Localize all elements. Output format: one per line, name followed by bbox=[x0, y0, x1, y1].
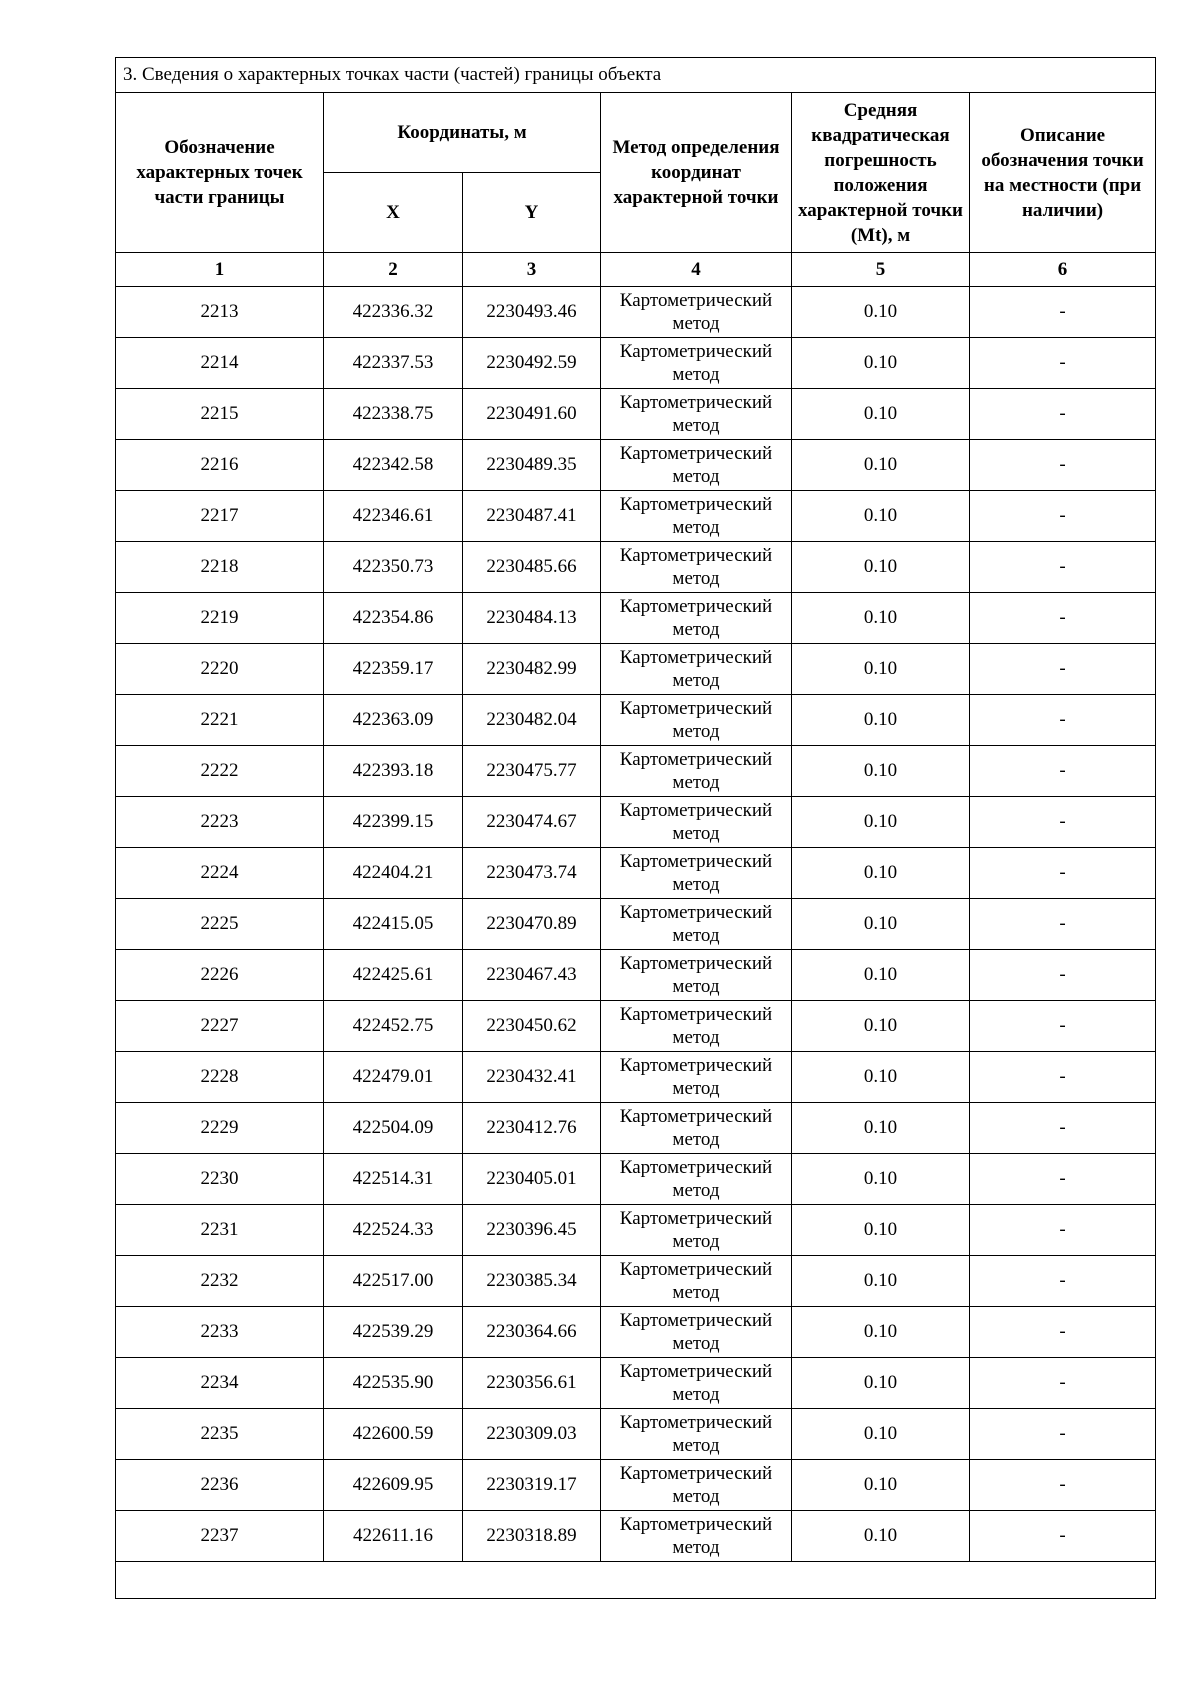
determination-method bbox=[601, 1409, 792, 1460]
coordinate-x: 422524.33 bbox=[324, 1205, 463, 1256]
header-x: X bbox=[324, 173, 463, 253]
point-designation: 2227 bbox=[116, 1001, 324, 1052]
method-line-1: Картометрический bbox=[619, 1055, 773, 1076]
coordinate-x: 422363.09 bbox=[324, 695, 463, 746]
point-description: - bbox=[970, 797, 1156, 848]
point-description: - bbox=[970, 491, 1156, 542]
coordinate-y: 2230450.62 bbox=[463, 1001, 601, 1052]
coordinate-x: 422514.31 bbox=[324, 1154, 463, 1205]
table-row bbox=[116, 644, 1156, 695]
point-designation: 2217 bbox=[116, 491, 324, 542]
method-line-1: Картометрический bbox=[619, 1157, 773, 1178]
table-row bbox=[116, 746, 1156, 797]
point-description: - bbox=[970, 1103, 1156, 1154]
point-description: - bbox=[970, 1460, 1156, 1511]
determination-method bbox=[601, 542, 792, 593]
mean-square-error: 0.10 bbox=[792, 1460, 970, 1511]
point-description: - bbox=[970, 1052, 1156, 1103]
method-line-1: Картометрический bbox=[619, 1463, 773, 1484]
point-designation: 2228 bbox=[116, 1052, 324, 1103]
method-line-2: метод bbox=[672, 1537, 720, 1558]
coordinate-x: 422452.75 bbox=[324, 1001, 463, 1052]
method-line-1: Картометрический bbox=[619, 1310, 773, 1331]
method-line-1: Картометрический bbox=[619, 545, 773, 566]
point-description: - bbox=[970, 389, 1156, 440]
determination-method bbox=[601, 1460, 792, 1511]
point-designation: 2233 bbox=[116, 1307, 324, 1358]
table-row bbox=[116, 797, 1156, 848]
determination-method bbox=[601, 287, 792, 338]
point-description: - bbox=[970, 338, 1156, 389]
mean-square-error: 0.10 bbox=[792, 1307, 970, 1358]
determination-method bbox=[601, 1307, 792, 1358]
determination-method bbox=[601, 848, 792, 899]
header-description: Описание обозначения точки на местности (при наличии) bbox=[970, 93, 1156, 253]
table-row bbox=[116, 338, 1156, 389]
method-line-1: Картометрический bbox=[619, 647, 773, 668]
mean-square-error: 0.10 bbox=[792, 491, 970, 542]
table-row bbox=[116, 899, 1156, 950]
point-designation: 2213 bbox=[116, 287, 324, 338]
point-designation: 2229 bbox=[116, 1103, 324, 1154]
point-designation: 2231 bbox=[116, 1205, 324, 1256]
mean-square-error: 0.10 bbox=[792, 1001, 970, 1052]
point-designation: 2230 bbox=[116, 1154, 324, 1205]
column-numbers-row bbox=[116, 253, 1156, 287]
method-line-1: Картометрический bbox=[619, 596, 773, 617]
mean-square-error: 0.10 bbox=[792, 440, 970, 491]
table-row bbox=[116, 1256, 1156, 1307]
point-designation: 2234 bbox=[116, 1358, 324, 1409]
determination-method bbox=[601, 797, 792, 848]
determination-method bbox=[601, 1256, 792, 1307]
coordinate-y: 2230489.35 bbox=[463, 440, 601, 491]
coordinate-y: 2230432.41 bbox=[463, 1052, 601, 1103]
column-number: 2 bbox=[324, 253, 463, 287]
table-row bbox=[116, 1307, 1156, 1358]
point-description: - bbox=[970, 848, 1156, 899]
table-row bbox=[116, 542, 1156, 593]
coordinate-y: 2230467.43 bbox=[463, 950, 601, 1001]
determination-method bbox=[601, 440, 792, 491]
column-number: 3 bbox=[463, 253, 601, 287]
mean-square-error: 0.10 bbox=[792, 797, 970, 848]
coordinate-y: 2230482.04 bbox=[463, 695, 601, 746]
coordinate-y: 2230493.46 bbox=[463, 287, 601, 338]
column-number: 4 bbox=[601, 253, 792, 287]
method-line-2: метод bbox=[672, 415, 720, 436]
method-line-1: Картометрический bbox=[619, 1361, 773, 1382]
point-description: - bbox=[970, 950, 1156, 1001]
determination-method bbox=[601, 491, 792, 542]
point-description: - bbox=[970, 644, 1156, 695]
point-description: - bbox=[970, 1154, 1156, 1205]
point-designation: 2237 bbox=[116, 1511, 324, 1562]
point-designation: 2220 bbox=[116, 644, 324, 695]
determination-method bbox=[601, 1205, 792, 1256]
point-description: - bbox=[970, 542, 1156, 593]
coordinate-x: 422336.32 bbox=[324, 287, 463, 338]
column-number: 1 bbox=[116, 253, 324, 287]
coordinate-x: 422393.18 bbox=[324, 746, 463, 797]
method-line-1: Картометрический bbox=[619, 290, 773, 311]
point-description: - bbox=[970, 1511, 1156, 1562]
method-line-2: метод bbox=[672, 1486, 720, 1507]
header-error: Средняя квадратическая погрешность положения характерной точки (Mt), м bbox=[792, 93, 970, 253]
coordinate-x: 422350.73 bbox=[324, 542, 463, 593]
coordinate-y: 2230473.74 bbox=[463, 848, 601, 899]
method-line-2: метод bbox=[672, 1435, 720, 1456]
coordinate-y: 2230492.59 bbox=[463, 338, 601, 389]
table-row bbox=[116, 1358, 1156, 1409]
method-line-2: метод bbox=[672, 466, 720, 487]
mean-square-error: 0.10 bbox=[792, 1409, 970, 1460]
point-description: - bbox=[970, 899, 1156, 950]
table-row bbox=[116, 287, 1156, 338]
mean-square-error: 0.10 bbox=[792, 746, 970, 797]
point-description: - bbox=[970, 746, 1156, 797]
table-row bbox=[116, 593, 1156, 644]
mean-square-error: 0.10 bbox=[792, 1511, 970, 1562]
boundary-points-table bbox=[115, 57, 1156, 1599]
point-designation: 2232 bbox=[116, 1256, 324, 1307]
method-line-2: метод bbox=[672, 1078, 720, 1099]
method-line-2: метод bbox=[672, 364, 720, 385]
method-line-1: Картометрический bbox=[619, 698, 773, 719]
column-number: 6 bbox=[970, 253, 1156, 287]
determination-method bbox=[601, 1358, 792, 1409]
method-line-1: Картометрический bbox=[619, 902, 773, 923]
determination-method bbox=[601, 593, 792, 644]
mean-square-error: 0.10 bbox=[792, 593, 970, 644]
coordinate-y: 2230470.89 bbox=[463, 899, 601, 950]
mean-square-error: 0.10 bbox=[792, 338, 970, 389]
method-line-1: Картометрический bbox=[619, 1106, 773, 1127]
determination-method bbox=[601, 1052, 792, 1103]
header-coordinates: Координаты, м bbox=[324, 93, 601, 173]
method-line-2: метод bbox=[672, 619, 720, 640]
coordinate-x: 422609.95 bbox=[324, 1460, 463, 1511]
determination-method bbox=[601, 1001, 792, 1052]
method-line-2: метод bbox=[672, 721, 720, 742]
table-row bbox=[116, 1103, 1156, 1154]
point-description: - bbox=[970, 1307, 1156, 1358]
method-line-2: метод bbox=[672, 1129, 720, 1150]
table-body bbox=[116, 287, 1156, 1562]
mean-square-error: 0.10 bbox=[792, 1256, 970, 1307]
mean-square-error: 0.10 bbox=[792, 899, 970, 950]
method-line-2: метод bbox=[672, 925, 720, 946]
point-designation: 2236 bbox=[116, 1460, 324, 1511]
coordinate-y: 2230318.89 bbox=[463, 1511, 601, 1562]
mean-square-error: 0.10 bbox=[792, 1103, 970, 1154]
point-description: - bbox=[970, 1256, 1156, 1307]
method-line-1: Картометрический bbox=[619, 953, 773, 974]
coordinate-x: 422611.16 bbox=[324, 1511, 463, 1562]
coordinate-x: 422404.21 bbox=[324, 848, 463, 899]
coordinate-x: 422539.29 bbox=[324, 1307, 463, 1358]
coordinate-x: 422399.15 bbox=[324, 797, 463, 848]
determination-method bbox=[601, 644, 792, 695]
coordinate-y: 2230396.45 bbox=[463, 1205, 601, 1256]
mean-square-error: 0.10 bbox=[792, 1154, 970, 1205]
determination-method bbox=[601, 389, 792, 440]
method-line-1: Картометрический bbox=[619, 1514, 773, 1535]
mean-square-error: 0.10 bbox=[792, 1358, 970, 1409]
method-line-1: Картометрический bbox=[619, 1259, 773, 1280]
determination-method bbox=[601, 950, 792, 1001]
coordinate-x: 422338.75 bbox=[324, 389, 463, 440]
mean-square-error: 0.10 bbox=[792, 287, 970, 338]
method-line-1: Картометрический bbox=[619, 749, 773, 770]
coordinate-y: 2230364.66 bbox=[463, 1307, 601, 1358]
point-description: - bbox=[970, 1205, 1156, 1256]
mean-square-error: 0.10 bbox=[792, 848, 970, 899]
point-description: - bbox=[970, 1358, 1156, 1409]
method-line-1: Картометрический bbox=[619, 1208, 773, 1229]
point-description: - bbox=[970, 695, 1156, 746]
point-designation: 2219 bbox=[116, 593, 324, 644]
table-row bbox=[116, 1205, 1156, 1256]
method-line-1: Картометрический bbox=[619, 1412, 773, 1433]
mean-square-error: 0.10 bbox=[792, 542, 970, 593]
determination-method bbox=[601, 746, 792, 797]
coordinate-y: 2230385.34 bbox=[463, 1256, 601, 1307]
table-row bbox=[116, 1460, 1156, 1511]
coordinate-x: 422600.59 bbox=[324, 1409, 463, 1460]
table-row bbox=[116, 695, 1156, 746]
coordinate-y: 2230485.66 bbox=[463, 542, 601, 593]
empty-cell bbox=[116, 1562, 1156, 1599]
method-line-2: метод bbox=[672, 568, 720, 589]
section-title: 3. Сведения о характерных точках части (частей) границы объекта bbox=[116, 58, 1156, 93]
mean-square-error: 0.10 bbox=[792, 644, 970, 695]
point-description: - bbox=[970, 440, 1156, 491]
coordinate-y: 2230474.67 bbox=[463, 797, 601, 848]
method-line-2: метод bbox=[672, 1231, 720, 1252]
coordinate-x: 422517.00 bbox=[324, 1256, 463, 1307]
coordinate-x: 422359.17 bbox=[324, 644, 463, 695]
method-line-1: Картометрический bbox=[619, 392, 773, 413]
table-row bbox=[116, 440, 1156, 491]
coordinate-x: 422415.05 bbox=[324, 899, 463, 950]
point-designation: 2235 bbox=[116, 1409, 324, 1460]
coordinate-x: 422425.61 bbox=[324, 950, 463, 1001]
point-designation: 2218 bbox=[116, 542, 324, 593]
method-line-1: Картометрический bbox=[619, 1004, 773, 1025]
method-line-2: метод bbox=[672, 772, 720, 793]
table-row bbox=[116, 848, 1156, 899]
point-designation: 2214 bbox=[116, 338, 324, 389]
table-row bbox=[116, 389, 1156, 440]
method-line-2: метод bbox=[672, 976, 720, 997]
point-designation: 2222 bbox=[116, 746, 324, 797]
method-line-2: метод bbox=[672, 670, 720, 691]
column-number: 5 bbox=[792, 253, 970, 287]
coordinate-x: 422342.58 bbox=[324, 440, 463, 491]
method-line-1: Картометрический bbox=[619, 341, 773, 362]
empty-footer-row bbox=[116, 1562, 1156, 1599]
method-line-2: метод bbox=[672, 1282, 720, 1303]
coordinate-y: 2230405.01 bbox=[463, 1154, 601, 1205]
coordinate-x: 422346.61 bbox=[324, 491, 463, 542]
determination-method bbox=[601, 338, 792, 389]
point-designation: 2224 bbox=[116, 848, 324, 899]
point-designation: 2226 bbox=[116, 950, 324, 1001]
method-line-1: Картометрический bbox=[619, 851, 773, 872]
coordinate-x: 422479.01 bbox=[324, 1052, 463, 1103]
table-row bbox=[116, 491, 1156, 542]
coordinate-y: 2230484.13 bbox=[463, 593, 601, 644]
table-row bbox=[116, 950, 1156, 1001]
point-designation: 2225 bbox=[116, 899, 324, 950]
point-description: - bbox=[970, 1001, 1156, 1052]
coordinate-x: 422504.09 bbox=[324, 1103, 463, 1154]
coordinate-y: 2230491.60 bbox=[463, 389, 601, 440]
header-designation: Обозначение характерных точек части границы bbox=[116, 93, 324, 253]
coordinate-y: 2230356.61 bbox=[463, 1358, 601, 1409]
coordinate-y: 2230319.17 bbox=[463, 1460, 601, 1511]
method-line-2: метод bbox=[672, 1027, 720, 1048]
point-designation: 2215 bbox=[116, 389, 324, 440]
method-line-1: Картометрический bbox=[619, 800, 773, 821]
mean-square-error: 0.10 bbox=[792, 1205, 970, 1256]
point-description: - bbox=[970, 287, 1156, 338]
method-line-2: метод bbox=[672, 1333, 720, 1354]
table-row bbox=[116, 1052, 1156, 1103]
point-designation: 2216 bbox=[116, 440, 324, 491]
header-method: Метод определения координат характерной точки bbox=[601, 93, 792, 253]
coordinate-y: 2230309.03 bbox=[463, 1409, 601, 1460]
method-line-2: метод bbox=[672, 1180, 720, 1201]
point-designation: 2221 bbox=[116, 695, 324, 746]
coordinate-y: 2230482.99 bbox=[463, 644, 601, 695]
point-description: - bbox=[970, 1409, 1156, 1460]
determination-method bbox=[601, 1511, 792, 1562]
determination-method bbox=[601, 899, 792, 950]
method-line-1: Картометрический bbox=[619, 443, 773, 464]
point-designation: 2223 bbox=[116, 797, 324, 848]
coordinate-y: 2230412.76 bbox=[463, 1103, 601, 1154]
method-line-2: метод bbox=[672, 1384, 720, 1405]
method-line-1: Картометрический bbox=[619, 494, 773, 515]
mean-square-error: 0.10 bbox=[792, 950, 970, 1001]
determination-method bbox=[601, 1154, 792, 1205]
coordinate-x: 422337.53 bbox=[324, 338, 463, 389]
mean-square-error: 0.10 bbox=[792, 389, 970, 440]
table-row bbox=[116, 1409, 1156, 1460]
table-row bbox=[116, 1001, 1156, 1052]
coordinate-x: 422354.86 bbox=[324, 593, 463, 644]
method-line-2: метод bbox=[672, 823, 720, 844]
determination-method bbox=[601, 1103, 792, 1154]
coordinate-x: 422535.90 bbox=[324, 1358, 463, 1409]
table-row bbox=[116, 1511, 1156, 1562]
method-line-2: метод bbox=[672, 313, 720, 334]
mean-square-error: 0.10 bbox=[792, 695, 970, 746]
table-row bbox=[116, 1154, 1156, 1205]
coordinate-y: 2230475.77 bbox=[463, 746, 601, 797]
mean-square-error: 0.10 bbox=[792, 1052, 970, 1103]
header-y: Y bbox=[463, 173, 601, 253]
coordinate-y: 2230487.41 bbox=[463, 491, 601, 542]
determination-method bbox=[601, 695, 792, 746]
method-line-2: метод bbox=[672, 874, 720, 895]
method-line-2: метод bbox=[672, 517, 720, 538]
point-description: - bbox=[970, 593, 1156, 644]
